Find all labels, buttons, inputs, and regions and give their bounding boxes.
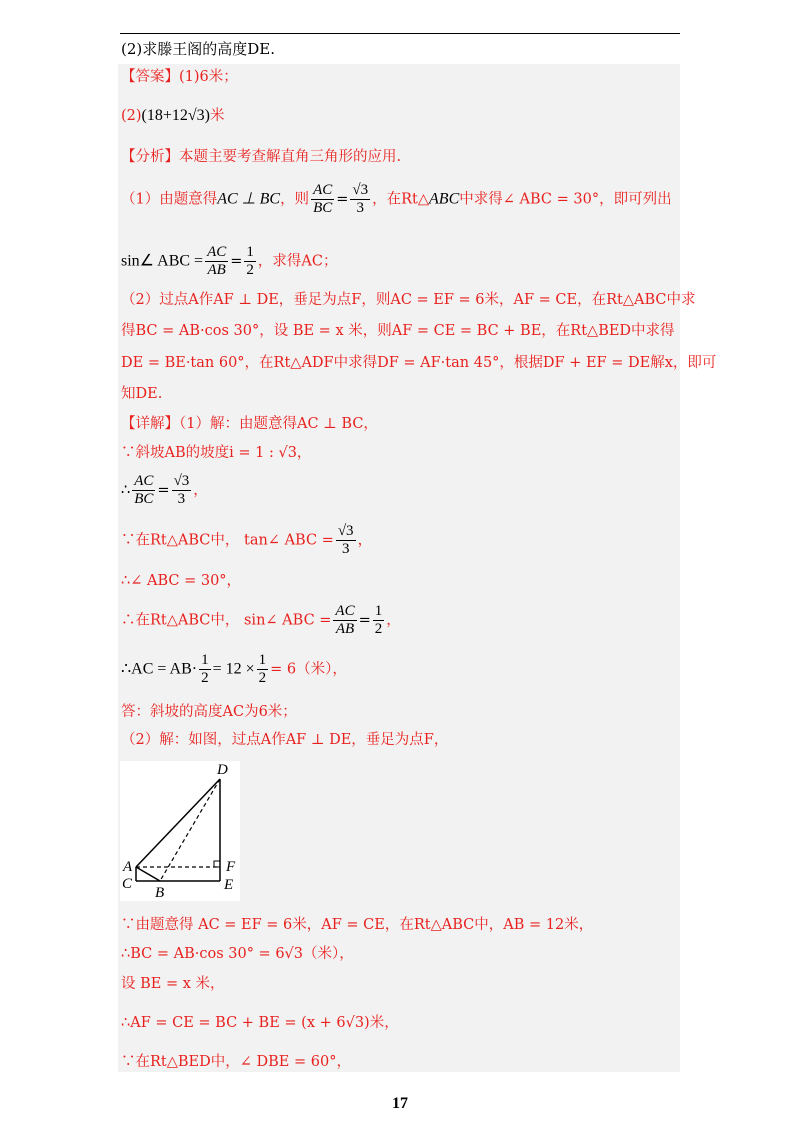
fraction-num: √3 [337, 523, 354, 539]
fraction [205, 244, 228, 279]
label-E: E [224, 877, 234, 893]
fraction [257, 652, 269, 687]
detail-line-7 [121, 652, 347, 687]
fraction-den: 2 [246, 262, 254, 278]
segment-AB [136, 867, 160, 881]
right-angle-mark [214, 861, 220, 867]
detail-line-4 [121, 523, 372, 558]
fraction-num: 1 [201, 652, 209, 668]
analysis-text: 中求得∠ ABC = 30°，即可列出 [459, 191, 672, 208]
fraction-num: 1 [258, 652, 267, 668]
detail-label: 【详解】 [121, 416, 179, 432]
analysis-text: ，在Rt△ [372, 191, 430, 208]
analysis-step2-line1: （2）过点A作AF ⊥ DE，垂足为点F，则AC = EF = 6米，AF = CE，在Rt△ABC中求 [121, 292, 696, 308]
fraction-den: BC [134, 491, 154, 507]
label-D: D [217, 762, 228, 778]
detail-line-11: ∴BC = AB·cos 30° = 6√3（米）， [121, 946, 354, 962]
fraction-num: AC [335, 603, 355, 619]
label-C: C [122, 876, 133, 892]
answer-part2-unit: 米 [210, 108, 225, 124]
detail-math: ∴ [121, 482, 131, 499]
fraction-den: 3 [177, 491, 186, 507]
label-A: A [123, 859, 133, 875]
analysis-math: sin∠ ABC = [121, 252, 204, 270]
fraction-den: AB [335, 621, 355, 637]
fraction-num: √3 [173, 473, 190, 489]
fraction [350, 182, 370, 217]
detail-text: ， [357, 532, 373, 549]
analysis-text: ，求得AC； [257, 253, 338, 270]
fraction-den: 2 [258, 670, 267, 686]
fraction-den: 2 [201, 670, 209, 686]
segment-BD [160, 779, 220, 881]
analysis-math: AC ⊥ BC [217, 190, 281, 208]
detail-line-1 [121, 414, 378, 434]
fraction [244, 244, 256, 279]
answer-line-2 [121, 106, 225, 126]
fraction-num: 1 [374, 603, 383, 619]
fraction [373, 603, 385, 638]
detail-line-13: ∴AF = CE = BC + BE = (x + 6√3)米， [121, 1015, 399, 1031]
fraction-num: AC [134, 473, 154, 489]
label-F: F [226, 859, 236, 875]
fraction [199, 652, 211, 687]
segment-AD [136, 779, 220, 867]
fraction [172, 473, 192, 508]
answer-label: 【答案】 [121, 69, 179, 85]
detail-text: ， [193, 482, 208, 499]
detail-line-8: 答：斜坡的高度AC为6米； [121, 704, 297, 720]
detail-text: ∴在Rt△ABC中， sin∠ ABC = [121, 612, 332, 629]
answer-line-1 [121, 67, 238, 87]
fraction-num: 1 [246, 244, 254, 260]
label-B: B [155, 885, 165, 901]
page-number: 17 [392, 1095, 408, 1112]
detail-text: ∵在Rt△ABC中， tan∠ ABC = [121, 532, 334, 549]
detail-text: = 6（米）， [270, 661, 347, 678]
fraction-den: 3 [341, 541, 350, 557]
figure-svg [120, 761, 240, 901]
analysis-step2-line2: 得BC = AB·cos 30°，设 BE = x 米，则AF = CE = BC + BE，在Rt△BED中求得 [121, 323, 675, 339]
fraction-den: 3 [356, 200, 364, 216]
answer-part2-expr: (18+12√3) [141, 107, 211, 124]
fraction-num: AC [313, 182, 333, 198]
detail-line-2: ∵斜坡AB的坡度i = 1 : √3， [121, 445, 312, 461]
detail-line-10: ∵由题意得 AC = EF = 6米，AF = CE，在Rt△ABC中，AB = 12米， [121, 917, 594, 933]
geometry-figure [120, 761, 240, 901]
answer-part1: (1)6米； [179, 69, 238, 85]
detail-line-6: ∴在Rt△ABC中， sin∠ ABC = $\frac{AC}{AB}$ = $\frac{1}{2}$ ， [121, 603, 401, 637]
detail-text: （1）解：由题意得AC ⊥ BC， [179, 416, 378, 432]
fraction-den: 2 [374, 621, 383, 637]
detail-line-12: 设 BE = x 米， [121, 976, 225, 992]
header-rule [120, 33, 680, 34]
fraction [336, 523, 356, 558]
detail-math: = 12 × [212, 660, 255, 678]
question-text: (2)求滕王阁的高度DE. [121, 40, 275, 58]
analysis-step2-line4: 知DE. [121, 386, 163, 402]
fraction-den: AB [207, 262, 226, 278]
fraction [311, 182, 334, 217]
detail-math: ∴AC = AB· [121, 660, 198, 678]
fraction [333, 603, 356, 638]
answer-part2-prefix: (2) [121, 108, 142, 124]
analysis-step1-line1: （1）由题意得AC ⊥ BC，则 $\frac{AC}{BC}$ = $\frac{√3}{3}$ ，在Rt△ABC中求得∠ ABC = 30°，即可列出 [121, 182, 672, 216]
fraction [132, 473, 155, 508]
analysis-text: （1）由题意得 [121, 191, 218, 208]
detail-line-5: ∴∠ ABC = 30°， [121, 573, 242, 589]
fraction-num: √3 [352, 182, 369, 198]
detail-line-14: ∵在Rt△BED中，∠ DBE = 60°， [121, 1054, 351, 1070]
fraction-den: BC [313, 200, 333, 216]
analysis-intro [121, 147, 401, 167]
detail-text: ， [386, 612, 401, 629]
analysis-label: 【分析】 [121, 149, 179, 165]
fraction-num: AC [207, 244, 227, 260]
analysis-text: ，则 [280, 191, 310, 208]
detail-line-9: （2）解：如图，过点A作AF ⊥ DE，垂足为点F， [121, 732, 449, 748]
detail-line-3: ∴ $\frac{AC}{BC}$ = $\frac{√3}{3}$ ， [121, 473, 208, 507]
analysis-math: ABC [429, 190, 460, 208]
analysis-step1-line2: sin∠ ABC = $\frac{AC}{AB}$ = $\frac{1}{2}$ ，求得AC； [121, 244, 338, 278]
analysis-step2-line3: DE = BE·tan 60°，在Rt△ADF中求得DF = AF·tan 45°，根据DF + EF = DE解x，即可 [121, 355, 717, 371]
analysis-intro-text: 本题主要考查解直角三角形的应用. [179, 149, 402, 165]
